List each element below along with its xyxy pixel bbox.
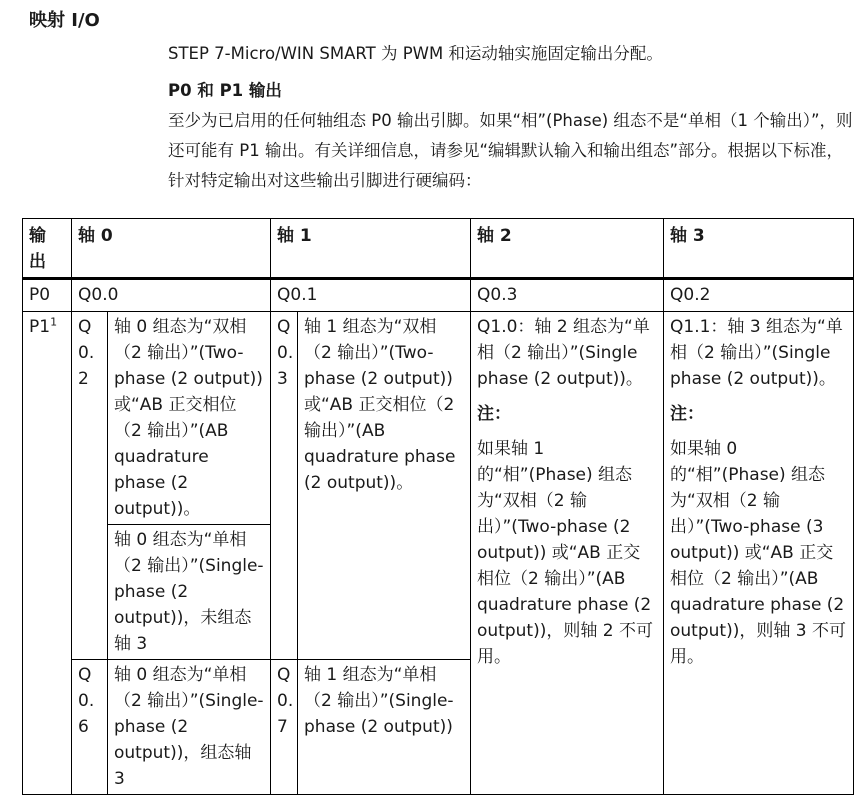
p1-label-text: P1: [29, 317, 51, 337]
cell-p1-axis1-desc-b: 轴 1 组态为“单相（2 输出）”(Single-phase (2 output)): [298, 660, 471, 795]
cell-p1-axis1-pin-b: Q0.7: [271, 660, 298, 795]
axis3-condition: Q1.1：轴 3 组态为“单相（2 输出）”(Single phase (2 output))。: [670, 317, 843, 389]
cell-p1-axis0-desc-a2: 轴 0 组态为“单相（2 输出）”(Single-phase (2 output))，未组态轴 3: [108, 525, 271, 660]
header-axis1: 轴 1: [271, 219, 471, 279]
cell-p1-axis0-desc-a1: 轴 0 组态为“双相（2 输出）”(Two-phase (2 output)) 或“AB 正交相位（2 输出）”(AB quadrature phase (2 output))。: [108, 312, 271, 525]
axis3-note-text: 如果轴 0 的“相”(Phase) 组态为“双相（2 输出）”(Two-phase (3 output)) 或“AB 正交相位（2 输出）”(AB quadrature phase (2 output))，则轴 3 不可用。: [670, 439, 846, 667]
table-row-p1-sub1: [23, 312, 854, 525]
cell-p0-axis2: Q0.3: [471, 279, 664, 312]
axis2-condition: Q1.0：轴 2 组态为“单相（2 输出）”(Single phase (2 output))。: [477, 317, 650, 389]
cell-p1-axis0-pin-b: Q0.6: [72, 660, 108, 795]
header-axis2: 轴 2: [471, 219, 664, 279]
cell-p1-axis0-pin-a: Q0.2: [72, 312, 108, 660]
cell-p0-label: P0: [23, 279, 72, 312]
footnote-marker: 1: [50, 315, 58, 329]
axis2-note-text: 如果轴 1 的“相”(Phase) 组态为“双相（2 输出）”(Two-phase (2 output)) 或“AB 正交相位（2 输出）”(AB quadrature phase (2 output))，则轴 2 不可用。: [477, 439, 653, 667]
cell-p1-axis0-desc-b: 轴 0 组态为“单相（2 输出）”(Single-phase (2 output))，组态轴 3: [108, 660, 271, 795]
axis2-note-label: 注：: [477, 404, 511, 424]
header-axis0: 轴 0: [72, 219, 271, 279]
table-row-p0: [23, 279, 854, 312]
io-mapping-table: [22, 218, 854, 795]
cell-p1-axis1-pin-a: Q0.3: [271, 312, 298, 660]
cell-p1-label: [23, 312, 72, 795]
cell-p1-axis1-desc-a: 轴 1 组态为“双相（2 输出）”(Two-phase (2 output)) 或“AB 正交相位（2 输出）”(AB quadrature phase (2 output))。: [298, 312, 471, 660]
body-paragraph: 至少为已启用的任何轴组态 P0 输出引脚。如果“相”(Phase) 组态不是“单相（1 个输出）”，则还可能有 P1 输出。有关详细信息，请参见“编辑默认输入和输出组态”部分。根据以下标准，针对特定输出对这些输出引脚进行硬编码：: [168, 111, 853, 190]
cell-p0-axis1: Q0.1: [271, 279, 471, 312]
header-output: 输出: [23, 219, 72, 279]
header-axis3: 轴 3: [664, 219, 854, 279]
cell-p0-axis0: Q0.0: [72, 279, 271, 312]
cell-p1-axis2: [471, 312, 664, 795]
section-heading: P0 和 P1 输出: [168, 81, 282, 100]
cell-p1-axis3: [664, 312, 854, 795]
page-title: 映射 I/O: [29, 10, 100, 31]
cell-p0-axis3: Q0.2: [664, 279, 854, 312]
table-header-row: [23, 219, 854, 279]
intro-paragraph: STEP 7-Micro/WIN SMART 为 PWM 和运动轴实施固定输出分配。: [168, 44, 663, 63]
axis3-note-label: 注：: [670, 404, 704, 424]
